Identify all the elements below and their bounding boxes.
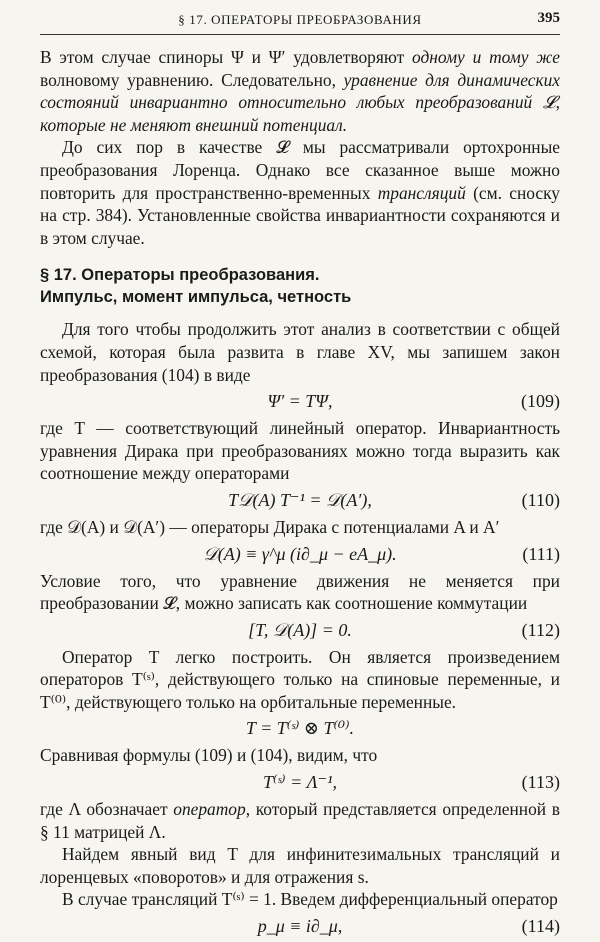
section-heading-line: § 17. Операторы преобразования.	[40, 266, 320, 285]
section-heading-line: Импульс, момент импульса, четность	[40, 288, 352, 307]
equation-expression: T = T⁽ˢ⁾ ⊗ T⁽⁰⁾.	[245, 718, 355, 739]
equation-expression: [T, 𝒟(A)] = 0.	[248, 619, 352, 640]
equation-number: (114)	[521, 916, 560, 937]
text-run: где Λ обозначает	[40, 799, 174, 820]
equation-expression: Ψ′ = TΨ,	[267, 391, 333, 412]
text-run: , который представляется определенной в § 11 матрицей Λ.	[40, 799, 561, 842]
equation-113	[40, 767, 560, 798]
equation-expression: T𝒟(A) T⁻¹ = 𝒟(A′),	[228, 489, 372, 510]
page-body	[40, 46, 560, 942]
paragraph: Для того чтобы продолжить этот анализ в соответствии с общей схемой, которая была развита в главе XV, мы запишем закон преобразования (104) в виде	[40, 319, 560, 385]
paragraph: Условие того, что уравнение движения не меняется при преобразовании 𝓛, можно записать как соотношение коммутации	[40, 570, 560, 614]
text-run: До сих пор в качестве 𝓛 мы рассматривали ортохронные преобразования Лоренца. Однако все сказанное выше можно повторить для пространственно-временных	[40, 137, 560, 203]
equation-number: (109)	[521, 391, 560, 412]
equation-tensor-product	[40, 713, 560, 744]
equation-expression: 𝒟(A) ≡ γ^μ (i∂_μ − eA_μ).	[203, 543, 397, 564]
emphasis: одному и тому же	[412, 47, 560, 67]
emphasis: оператор	[173, 799, 246, 820]
equation-number: (110)	[521, 489, 560, 510]
text-run: волновому уравнению. Следовательно,	[40, 69, 344, 90]
emphasis: трансляций	[377, 182, 466, 203]
equation-109	[40, 386, 560, 417]
equation-expression: p_μ ≡ i∂_μ,	[257, 916, 343, 937]
equation-number: (111)	[522, 543, 560, 564]
equation-110	[40, 485, 560, 516]
equation-111	[40, 539, 560, 570]
paragraph: где 𝒟(A) и 𝒟(A′) — операторы Дирака с потенциалами A и A′	[40, 516, 500, 537]
paragraph: В случае трансляций T⁽ˢ⁾ = 1. Введем дифференциальный оператор	[62, 889, 558, 910]
paragraph: Найдем явный вид T для инфинитезимальных трансляций и лоренцевых «поворотов» и для отражения s.	[40, 844, 560, 887]
equation-number: (112)	[521, 619, 560, 640]
text-run: (см. сноску на стр. 384). Установленные свойства инвариантности сохраняются и в этом случае.	[40, 182, 560, 248]
header-title: § 17. ОПЕРАТОРЫ ПРЕОБРАЗОВАНИЯ	[178, 12, 422, 27]
paragraph	[40, 46, 560, 136]
paragraph	[40, 798, 560, 843]
equation-114	[40, 911, 560, 942]
equation-number: (113)	[521, 772, 560, 793]
paragraph: Оператор T легко построить. Он является произведением операторов T⁽ˢ⁾, действующего только на спиновые переменные, и T⁽⁰⁾, действующего только на орбитальные переменные.	[40, 646, 560, 712]
paragraph	[40, 136, 560, 249]
paragraph: где T — соответствующий линейный оператор. Инвариантность уравнения Дирака при преобразованиях можно тогда выразить как соотношение между операторами	[40, 418, 560, 484]
text-run: В этом случае спиноры Ψ и Ψ′ удовлетворяют	[40, 47, 413, 67]
page-number: 395	[537, 10, 560, 26]
equation-expression: T⁽ˢ⁾ = Λ⁻¹,	[262, 772, 338, 793]
paragraph: Сравнивая формулы (109) и (104), видим, что	[40, 745, 378, 766]
running-header	[40, 10, 560, 35]
emphasis: уравнение для динамических состояний инвариантно относительно любых преобразований 𝓛, которые не меняют внешний потенциал.	[40, 69, 561, 135]
section-heading	[40, 264, 560, 308]
equation-112	[40, 615, 560, 646]
